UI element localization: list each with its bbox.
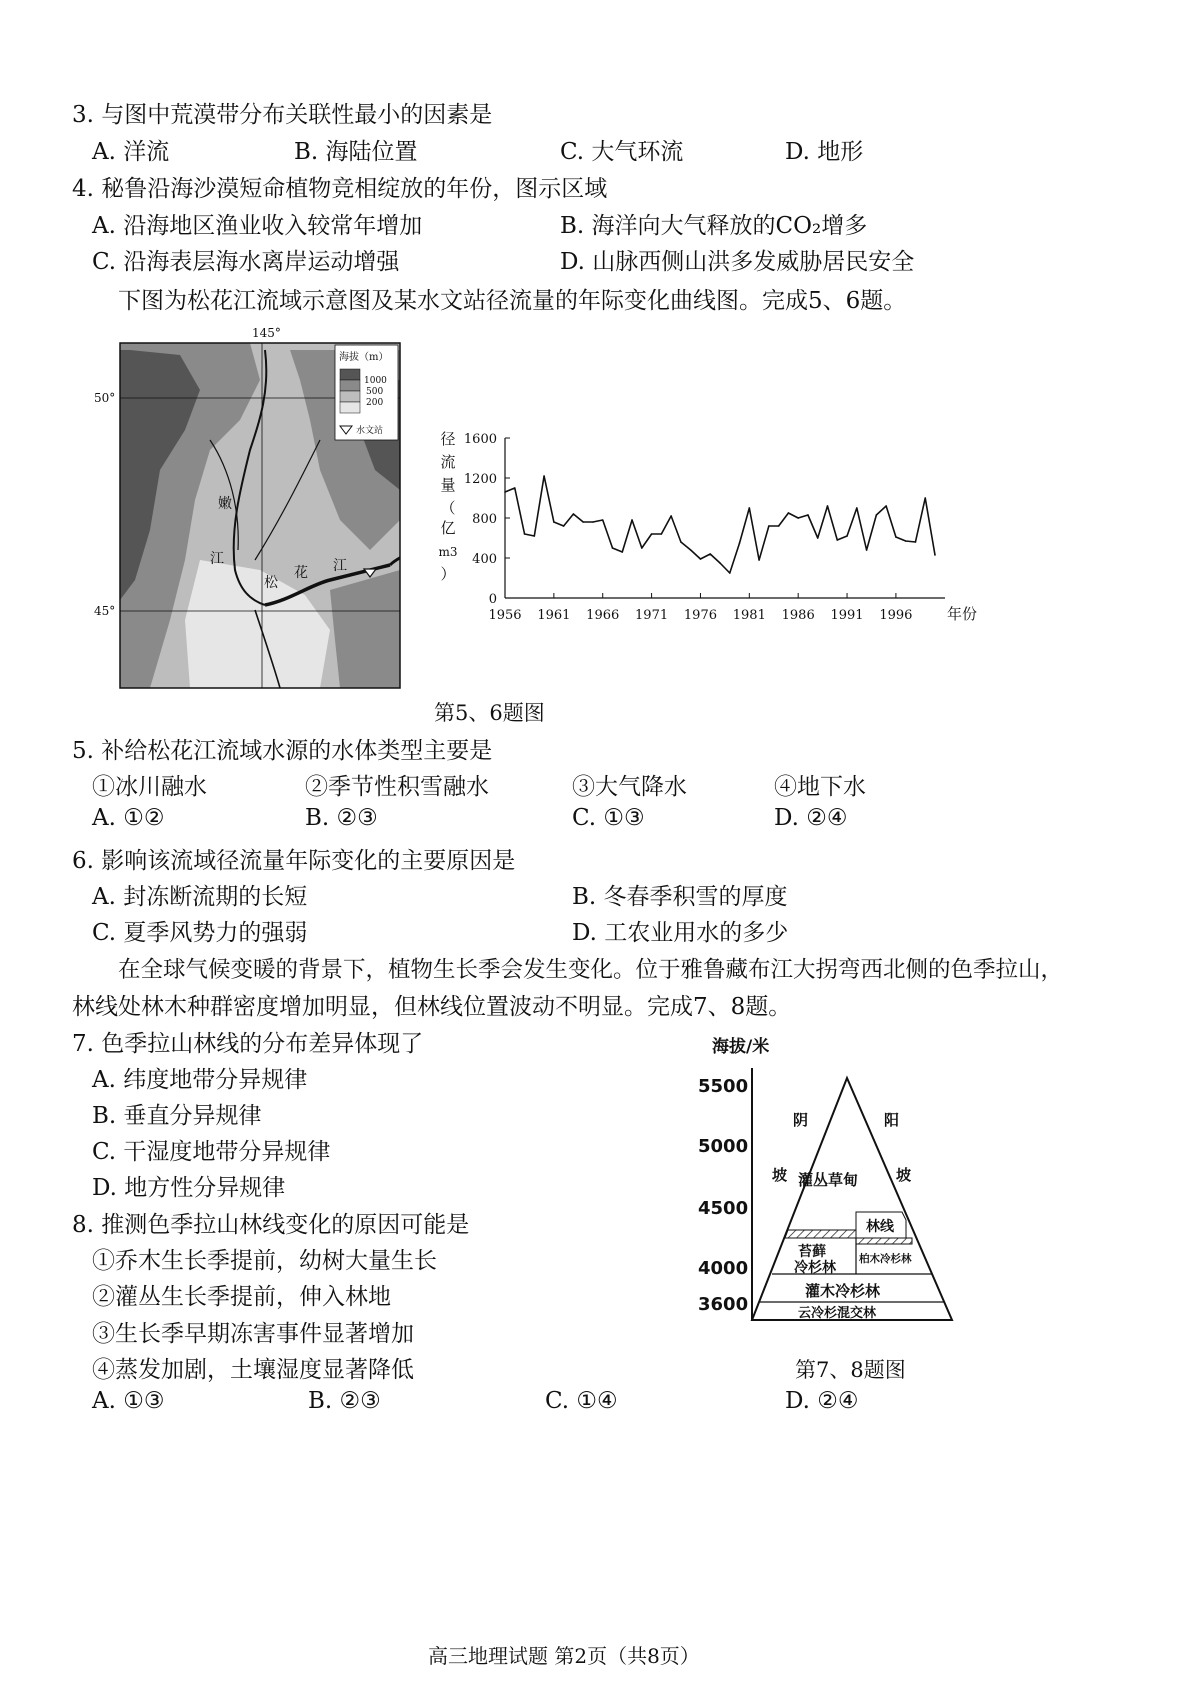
- runoff-point: [749, 507, 751, 509]
- q4-option-a: A. 沿海地区渔业收入较常年增加: [92, 213, 423, 239]
- intro-7-8-line2: 林线处林木种群密度增加明显，但林线位置波动不明显。完成7、8题。: [72, 994, 792, 1020]
- runoff-series-line: [505, 476, 935, 573]
- runoff-point: [905, 540, 907, 542]
- level-5000: 5000: [698, 1136, 749, 1157]
- q8-option-d: D. ②④: [785, 1388, 859, 1414]
- runoff-point: [514, 487, 516, 489]
- q5-option-a: A. ①②: [92, 805, 165, 831]
- legend-swatch-plain: [340, 402, 360, 413]
- river-label-jiang-1: 江: [210, 551, 224, 567]
- caption-7-8: 第7、8题图: [795, 1358, 906, 1382]
- mountain-ylabel: 海拔/米: [712, 1037, 770, 1057]
- runoff-point: [661, 533, 663, 535]
- runoff-point: [670, 515, 672, 517]
- runoff-point: [807, 514, 809, 516]
- sunny-label-1: 阳: [884, 1111, 900, 1129]
- level-5500: 5500: [698, 1076, 749, 1097]
- runoff-point: [758, 559, 760, 561]
- zone-mixed: 云冷杉混交林: [798, 1306, 877, 1321]
- runoff-point: [934, 554, 936, 556]
- x-tick-label: 1981: [732, 608, 766, 623]
- x-tick-label: 1956: [488, 608, 522, 623]
- q8-item-1: ①乔木生长季提前，幼树大量生长: [92, 1248, 437, 1274]
- x-tick-label: 1966: [586, 608, 620, 623]
- lon-label: 145°: [252, 326, 281, 340]
- q5-stem: 5. 补给松花江流域水源的水体类型主要是: [72, 738, 493, 764]
- q5-item-1: ①冰川融水: [92, 774, 207, 800]
- intro-7-8-line1: 在全球气候变暖的背景下，植物生长季会发生变化。位于雅鲁藏布江大拐弯西北侧的色季拉山，: [118, 957, 1064, 983]
- legend-swatch-mid: [340, 380, 360, 391]
- q7-option-d: D. 地方性分异规律: [92, 1175, 286, 1201]
- q3-stem: 3. 与图中荒漠带分布关联性最小的因素是: [72, 102, 493, 128]
- q4-option-b: B. 海洋向大气释放的CO₂增多: [560, 213, 868, 239]
- y-tick-label: 0: [488, 592, 497, 607]
- mountain-vegetation-diagram: [690, 1030, 980, 1330]
- runoff-point: [709, 553, 711, 555]
- runoff-point: [690, 549, 692, 551]
- runoff-point: [524, 533, 526, 535]
- sunny-label-2: 坡: [896, 1166, 912, 1184]
- treeline-sunny-hatch: [856, 1238, 912, 1244]
- y-axis-label: 径流量（亿 m3 ）: [438, 430, 458, 583]
- runoff-point: [846, 535, 848, 537]
- legend-swatch-low: [340, 391, 360, 402]
- q4-option-d: D. 山脉西侧山洪多发威胁居民安全: [560, 249, 915, 275]
- runoff-point: [582, 521, 584, 523]
- runoff-point: [817, 537, 819, 539]
- q8-item-4: ④蒸发加剧，土壤湿度显著降低: [92, 1357, 414, 1383]
- x-tick-label: 1976: [683, 608, 718, 623]
- runoff-point: [876, 514, 878, 516]
- q8-item-2: ②灌丛生长季提前，伸入林地: [92, 1284, 391, 1310]
- q6-option-c: C. 夏季风势力的强弱: [92, 920, 308, 946]
- runoff-point: [621, 551, 623, 553]
- level-4500: 4500: [698, 1198, 749, 1219]
- runoff-point: [739, 542, 741, 544]
- intro-5-6: 下图为松花江流域示意图及某水文站径流量的年际变化曲线图。完成5、6题。: [118, 288, 907, 314]
- q7-option-c: C. 干湿度地带分异规律: [92, 1139, 331, 1165]
- runoff-point: [563, 525, 565, 527]
- river-label-song: 松: [264, 575, 278, 591]
- river-label-hua: 花: [294, 565, 308, 581]
- q8-option-b: B. ②③: [308, 1388, 381, 1414]
- runoff-point: [504, 491, 506, 493]
- runoff-point: [592, 521, 594, 523]
- x-axis-label: 年份: [947, 605, 978, 623]
- q5-option-d: D. ②④: [774, 805, 848, 831]
- shady-label-1: 阴: [793, 1111, 809, 1129]
- q8-item-3: ③生长季早期冻害事件显著增加: [92, 1321, 414, 1347]
- caption-5-6: 第5、6题图: [434, 701, 545, 725]
- zone-treeline: 林线: [866, 1219, 894, 1235]
- runoff-point: [827, 505, 829, 507]
- x-tick-label: 1986: [781, 608, 815, 623]
- runoff-point: [719, 562, 721, 564]
- q5-item-3: ③大气降水: [572, 774, 687, 800]
- runoff-point: [788, 512, 790, 514]
- map-southeast-hills: [330, 570, 400, 688]
- runoff-point: [924, 497, 926, 499]
- q8-option-a: A. ①③: [92, 1388, 165, 1414]
- y-tick-label: 400: [472, 552, 497, 567]
- q4-option-c: C. 沿海表层海水离岸运动增强: [92, 249, 400, 275]
- q3-option-b: B. 海陆位置: [294, 139, 418, 165]
- q3-option-a: A. 洋流: [92, 139, 170, 165]
- q4-stem: 4. 秘鲁沿海沙漠短命植物竞相绽放的年份，图示区域: [72, 176, 608, 202]
- runoff-point: [641, 547, 643, 549]
- q5-item-4: ④地下水: [774, 774, 866, 800]
- runoff-point: [680, 541, 682, 543]
- q7-stem: 7. 色季拉山林线的分布差异体现了: [72, 1031, 424, 1057]
- x-tick-label: 1961: [537, 608, 571, 623]
- q6-option-a: A. 封冻断流期的长短: [92, 884, 308, 910]
- river-label-nen: 嫩: [218, 496, 232, 512]
- x-tick-label: 1996: [879, 608, 913, 623]
- x-tick-label: 1991: [830, 608, 864, 623]
- q5-item-2: ②季节性积雪融水: [305, 774, 489, 800]
- runoff-point: [866, 549, 868, 551]
- runoff-chart: [430, 420, 978, 640]
- runoff-point: [651, 533, 653, 535]
- runoff-point: [915, 541, 917, 543]
- runoff-point: [797, 517, 799, 519]
- q3-option-d: D. 地形: [785, 139, 864, 165]
- runoff-point: [573, 513, 575, 515]
- zone-moss-fir-1: 苔藓: [798, 1244, 826, 1260]
- q8-stem: 8. 推测色季拉山林线变化的原因可能是: [72, 1212, 470, 1238]
- treeline-shady: [785, 1230, 856, 1238]
- legend-title: 海拔（m）: [339, 352, 389, 363]
- zone-moss-fir-2: 冷杉林: [794, 1260, 836, 1276]
- runoff-point: [778, 525, 780, 527]
- runoff-point: [768, 525, 770, 527]
- q3-option-c: C. 大气环流: [560, 139, 684, 165]
- y-tick-label: 800: [472, 512, 497, 527]
- zone-shrub-fir: 灌木冷杉林: [805, 1282, 881, 1300]
- runoff-point: [543, 475, 545, 477]
- runoff-point: [631, 519, 633, 521]
- runoff-point: [534, 535, 536, 537]
- zone-shrub-meadow: 灌丛草甸: [798, 1171, 859, 1189]
- legend-level-200: 200: [366, 398, 384, 408]
- lat-label-45: 45°: [94, 604, 116, 618]
- legend-station: 水文站: [356, 426, 384, 436]
- runoff-point: [612, 547, 614, 549]
- level-4000: 4000: [698, 1258, 749, 1279]
- legend-level-500: 500: [366, 387, 384, 397]
- q5-option-b: B. ②③: [305, 805, 378, 831]
- q6-stem: 6. 影响该流域径流量年际变化的主要原因是: [72, 848, 516, 874]
- y-tick-label: 1600: [463, 432, 497, 447]
- lat-label-50: 50°: [94, 391, 116, 405]
- songhua-river-map: [90, 320, 420, 695]
- legend-swatch-high: [340, 369, 360, 380]
- runoff-point: [885, 505, 887, 507]
- q5-option-c: C. ①③: [572, 805, 645, 831]
- runoff-point: [895, 536, 897, 538]
- q7-option-b: B. 垂直分异规律: [92, 1103, 262, 1129]
- runoff-point: [856, 507, 858, 509]
- level-3600: 3600: [698, 1294, 749, 1315]
- runoff-point: [836, 539, 838, 541]
- q6-option-d: D. 工农业用水的多少: [572, 920, 789, 946]
- page-footer: 高三地理试题 第2页（共8页）: [428, 1644, 700, 1668]
- q6-option-b: B. 冬春季积雪的厚度: [572, 884, 788, 910]
- runoff-point: [700, 558, 702, 560]
- q7-option-a: A. 纬度地带分异规律: [92, 1067, 308, 1093]
- y-tick-label: 1200: [463, 472, 497, 487]
- runoff-point: [729, 572, 731, 574]
- runoff-point: [602, 519, 604, 521]
- river-label-jiang-2: 江: [333, 558, 347, 574]
- runoff-point: [553, 521, 555, 523]
- x-tick-label: 1971: [635, 608, 669, 623]
- shady-label-2: 坡: [772, 1166, 788, 1184]
- zone-juniper-fir: 柏木冷杉林: [859, 1253, 912, 1265]
- legend-level-1000: 1000: [364, 376, 387, 386]
- q8-option-c: C. ①④: [545, 1388, 618, 1414]
